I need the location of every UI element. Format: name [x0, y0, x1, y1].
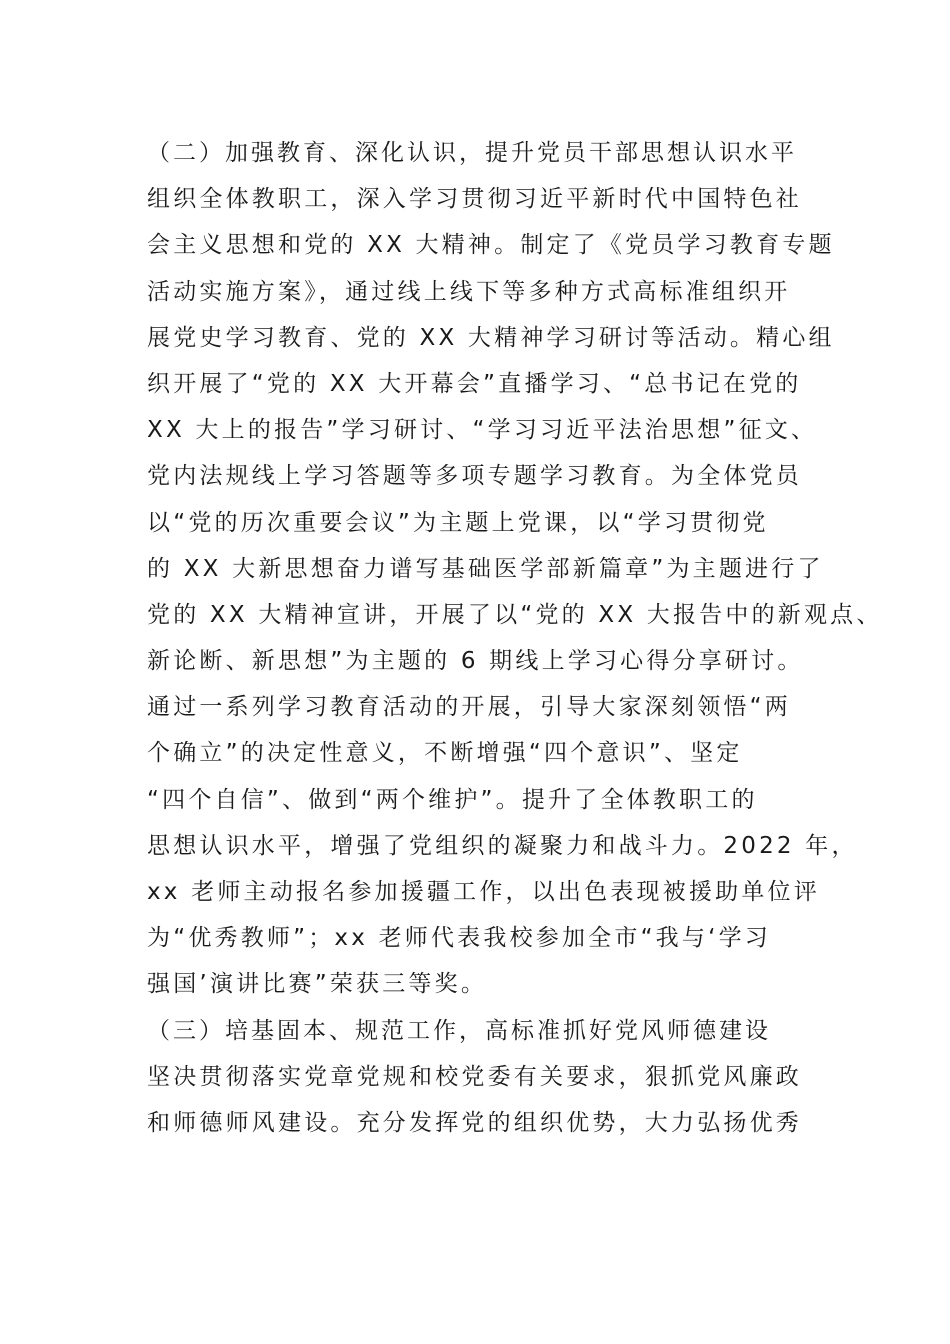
paragraph-line: XX 大上的报告”学习研讨、“学习习近平法治思想”征文、	[147, 417, 818, 444]
paragraph-line: 为“优秀教师”；xx 老师代表我校参加全市“我与‘学习	[147, 925, 771, 952]
paragraph-line: 党内法规线上学习答题等多项专题学习教育。为全体党员	[147, 463, 802, 490]
paragraph-line: 展党史学习教育、党的 XX 大精神学习研讨等活动。精心组	[147, 324, 835, 351]
section-three-paragraph-1	[147, 1054, 827, 1146]
paragraph-line: 组织全体教职工，深入学习贯彻习近平新时代中国特色社	[147, 186, 802, 213]
section-two-heading: （二）加强教育、深化认识，提升党员干部思想认识水平	[147, 140, 797, 166]
paragraph-line: 个确立”的决定性意义，不断增强“四个意识”、坚定	[147, 740, 743, 767]
section-two-paragraph-1	[147, 176, 883, 684]
paragraph-line: 的 XX 大新思想奋力谱写基础医学部新篇章”为主题进行了	[147, 555, 824, 582]
paragraph-line: 新论断、新思想”为主题的 6 期线上学习心得分享研讨。	[147, 648, 804, 675]
paragraph-line: 会主义思想和党的 XX 大精神。制定了《党员学习教育专题	[147, 232, 835, 259]
paragraph-line: 思想认识水平，增强了党组织的凝聚力和战斗力。2022 年，	[147, 832, 858, 859]
paragraph-line: 强国’演讲比赛”荣获三等奖。	[147, 971, 488, 998]
paragraph-line: 坚决贯彻落实党章党规和校党委有关要求，狠抓党风廉政	[147, 1063, 802, 1090]
paragraph-line: 以“党的历次重要会议”为主题上党课，以“学习贯彻党	[147, 509, 769, 536]
paragraph-line: 党的 XX 大精神宣讲，开展了以“党的 XX 大报告中的新观点、	[147, 601, 883, 628]
paragraph-line: “四个自信”、做到“两个维护”。提升了全体教职工的	[147, 786, 758, 813]
paragraph-line: 和师德师风建设。充分发挥党的组织优势，大力弘扬优秀	[147, 1109, 802, 1136]
paragraph-line: 活动实施方案》，通过线上线下等多种方式高标准组织开	[147, 278, 791, 305]
section-three-heading: （三）培基固本、规范工作，高标准抓好党风师德建设	[147, 1017, 771, 1044]
section-two-paragraph-2	[147, 684, 858, 1007]
paragraph-line: 织开展了“党的 XX 大开幕会”直播学习、“总书记在党的	[147, 370, 802, 397]
document-body	[147, 130, 883, 1146]
paragraph-line: 通过一系列学习教育活动的开展，引导大家深刻领悟“两	[147, 694, 791, 721]
paragraph-line: xx 老师主动报名参加援疆工作，以出色表现被援助单位评	[147, 879, 820, 905]
